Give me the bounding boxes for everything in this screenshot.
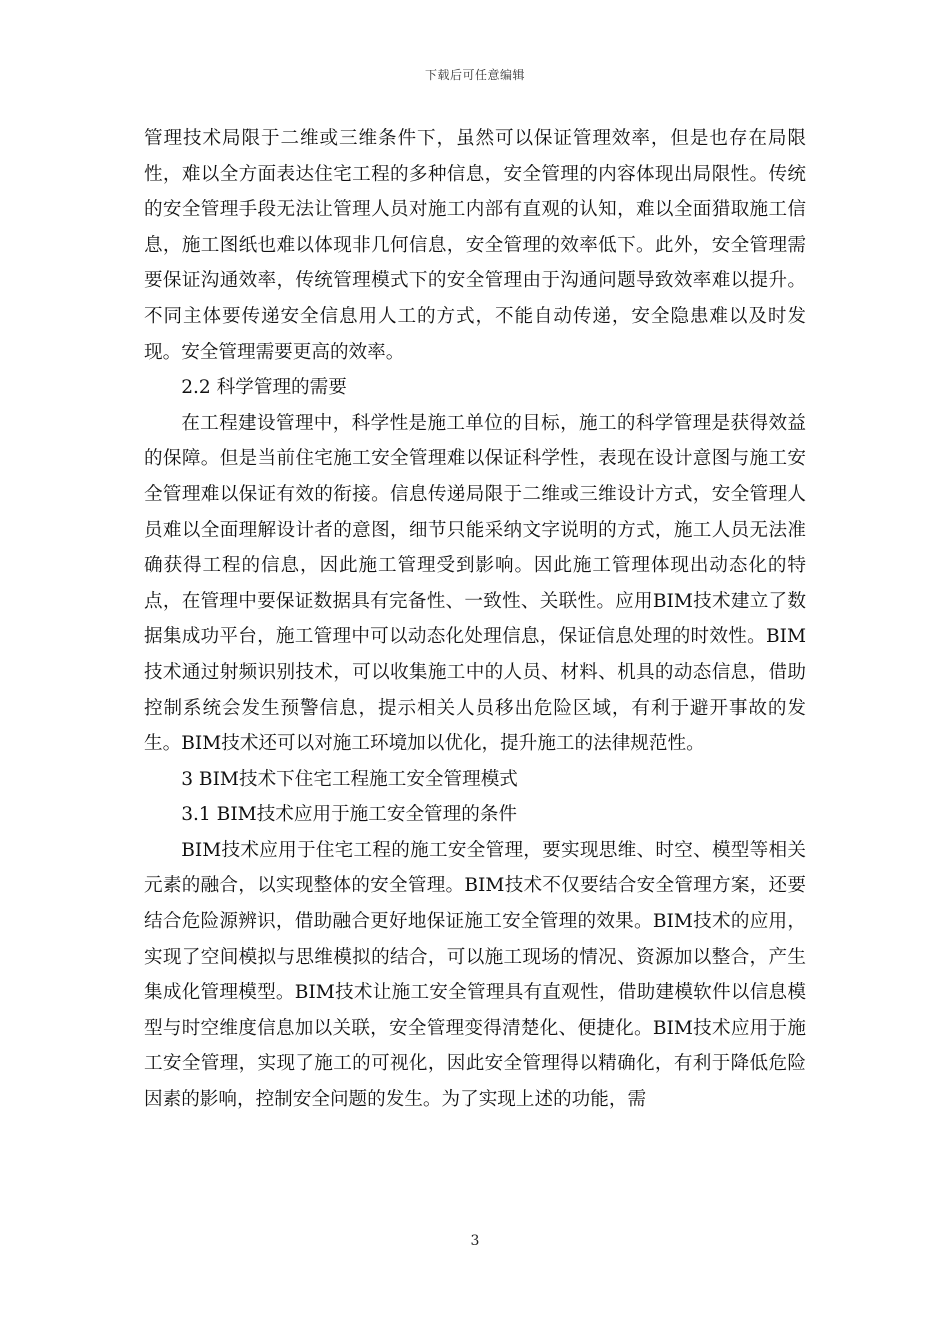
page-content: [144, 121, 806, 1118]
page-header: 下载后可任意编辑: [424, 68, 525, 82]
section-heading-3-1: 3.1 BIM技术应用于施工安全管理的条件: [181, 804, 518, 826]
section-heading-2-2: 2.2 科学管理的需要: [181, 377, 347, 399]
paragraph-continued: 管理技术局限于二维或三维条件下，虽然可以保证管理效率，但是也存在局限性，难以全方面表达住宅工程的多种信息，安全管理的内容体现出局限性。传统的安全管理手段无法让管理人员对施工内部有直观的认知，难以全面猎取施工信息，施工图纸也难以体现非几何信息，安全管理的效率低下。此外，安全管理需要保证沟通效率，传统管理模式下的安全管理由于沟通问题导致效率难以提升。不同主体要传递安全信息用人工的方式，不能自动传递，安全隐患难以及时发现。安全管理需要更高的效率。: [144, 128, 806, 363]
section-heading-3: 3 BIM技术下住宅工程施工安全管理模式: [181, 768, 518, 790]
paragraph-scientific-management: 在工程建设管理中，科学性是施工单位的目标，施工的科学管理是获得效益的保障。但是当前住宅施工安全管理难以保证科学性，表现在设计意图与施工安全管理难以保证有效的衔接。信息传递局限于二维或三维设计方式，安全管理人员难以全面理解设计者的意图，细节只能采纳文字说明的方式，施工人员无法准确获得工程的信息，因此施工管理受到影响。因此施工管理体现出动态化的特点，在管理中要保证数据具有完备性、一致性、关联性。应用BIM技术建立了数据集成功平台，施工管理中可以动态化处理信息，保证信息处理的时效性。BIM技术通过射频识别技术，可以收集施工中的人员、材料、机具的动态信息，借助控制系统会发生预警信息，提示相关人员移出危险区域，有利于避开事故的发生。BIM技术还可以对施工环境加以优化，提升施工的法律规范性。: [144, 412, 806, 755]
page-number: 3: [470, 1233, 480, 1249]
paragraph-bim-conditions: BIM技术应用于住宅工程的施工安全管理，要实现思维、时空、模型等相关元素的融合，以实现整体的安全管理。BIM技术不仅要结合安全管理方案，还要结合危险源辨识，借助融合更好地保证施工安全管理的效果。BIM技术的应用，实现了空间模拟与思维模拟的结合，可以施工现场的情况、资源加以整合，产生集成化管理模型。BIM技术让施工安全管理具有直观性，借助建模软件以信息模型与时空维度信息加以关联，安全管理变得清楚化、便捷化。BIM技术应用于施工安全管理，实现了施工的可视化，因此安全管理得以精确化，有利于降低危险因素的影响，控制安全问题的发生。为了实现上述的功能，需: [144, 839, 806, 1111]
